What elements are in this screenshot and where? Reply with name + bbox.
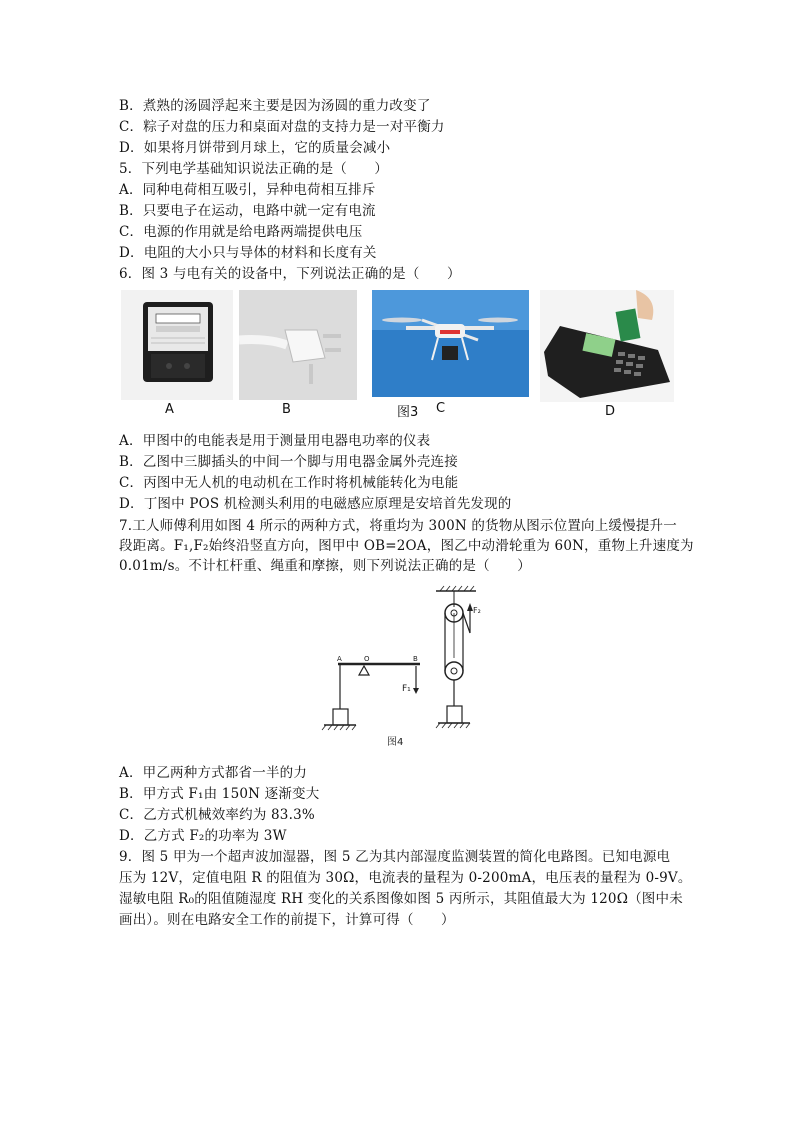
figure4-diagram <box>318 583 486 753</box>
q6-option-a: A．甲图中的电能表是用于测量用电器电功率的仪表 <box>119 433 431 449</box>
q7-option-c: C．乙方式机械效率约为 83.3% <box>119 807 315 823</box>
q9-stem-line-2: 压为 12V，定值电阻 R 的阻值为 30Ω，电流表的量程为 0-200mA，电压表的量程为 0-9V。 <box>119 870 692 886</box>
figure4-caption: 图4 <box>387 737 404 748</box>
q7-option-b: B．甲方式 F₁由 150N 逐渐变大 <box>119 786 320 802</box>
q6-option-c: C．丙图中无人机的电动机在工作时将机械能转化为电能 <box>119 475 459 491</box>
q6-option-d: D．丁图中 POS 机检测头利用的电磁感应原理是安培首先发现的 <box>119 496 512 512</box>
q6-stem: 6．图 3 与电有关的设备中，下列说法正确的是（ ） <box>119 266 461 282</box>
q9-stem-line-1: 9．图 5 甲为一个超声波加湿器，图 5 乙为其内部湿度监测装置的简化电路图。已知电源电 <box>119 849 671 865</box>
q7-stem-line-3: 0.01m/s。不计杠杆重、绳重和摩擦，则下列说法正确的是（ ） <box>119 558 531 574</box>
q5-stem: 5．下列电学基础知识说法正确的是（ ） <box>119 161 389 177</box>
q4-option-d: D．如果将月饼带到月球上，它的质量会减小 <box>119 140 391 156</box>
q9-stem-line-3: 湿敏电阻 R₀的阻值随湿度 RH 变化的关系图像如图 5 丙所示，其阻值最大为 120Ω（图中未 <box>119 891 683 907</box>
lever-system <box>322 664 420 730</box>
drone-photo <box>372 290 529 397</box>
q5-option-c: C．电源的作用就是给电路两端提供电压 <box>119 224 363 240</box>
figure3-label-c: C <box>436 401 446 416</box>
q6-option-b: B．乙图中三脚插头的中间一个脚与用电器金属外壳连接 <box>119 454 458 470</box>
label-a: A <box>337 655 342 663</box>
label-o: O <box>364 655 370 663</box>
q4-option-b: B．煮熟的汤圆浮起来主要是因为汤圆的重力改变了 <box>119 98 431 114</box>
pos-terminal-photo <box>540 290 674 402</box>
q7-stem-line-2: 段距离。F₁,F₂始终沿竖直方向，图甲中 OB=2OA，图乙中动滑轮重为 60N，重物上升速度为 <box>119 538 694 554</box>
q4-option-c: C．粽子对盘的压力和桌面对盘的支持力是一对平衡力 <box>119 119 445 135</box>
figure3-label-d: D <box>605 404 616 419</box>
q5-option-b: B．只要电子在运动，电路中就一定有电流 <box>119 203 376 219</box>
plug-photo <box>239 290 357 400</box>
figure3-caption: 图3 <box>397 405 419 420</box>
label-f1: F₁ <box>402 684 411 694</box>
q5-option-a: A．同种电荷相互吸引，异种电荷相互排斥 <box>119 182 376 198</box>
label-b: B <box>413 655 418 663</box>
q9-stem-line-4: 画出）。则在电路安全工作的前提下，计算可得（ ） <box>119 912 455 928</box>
q7-stem-line-1: 7.工人师傅利用如图 4 所示的两种方式，将重均为 300N 的货物从图示位置向上缓慢提升一 <box>119 518 677 534</box>
q7-option-d: D．乙方式 F₂的功率为 3W <box>119 828 287 844</box>
q5-option-d: D．电阻的大小只与导体的材料和长度有关 <box>119 245 377 261</box>
figure3-label-a: A <box>165 402 174 417</box>
figure3-label-b: B <box>282 402 291 417</box>
label-f2: F₂ <box>473 606 481 615</box>
electric-meter-photo <box>121 290 233 400</box>
pulley-system <box>436 586 476 728</box>
q7-option-a: A．甲乙两种方式都省一半的力 <box>119 765 308 781</box>
